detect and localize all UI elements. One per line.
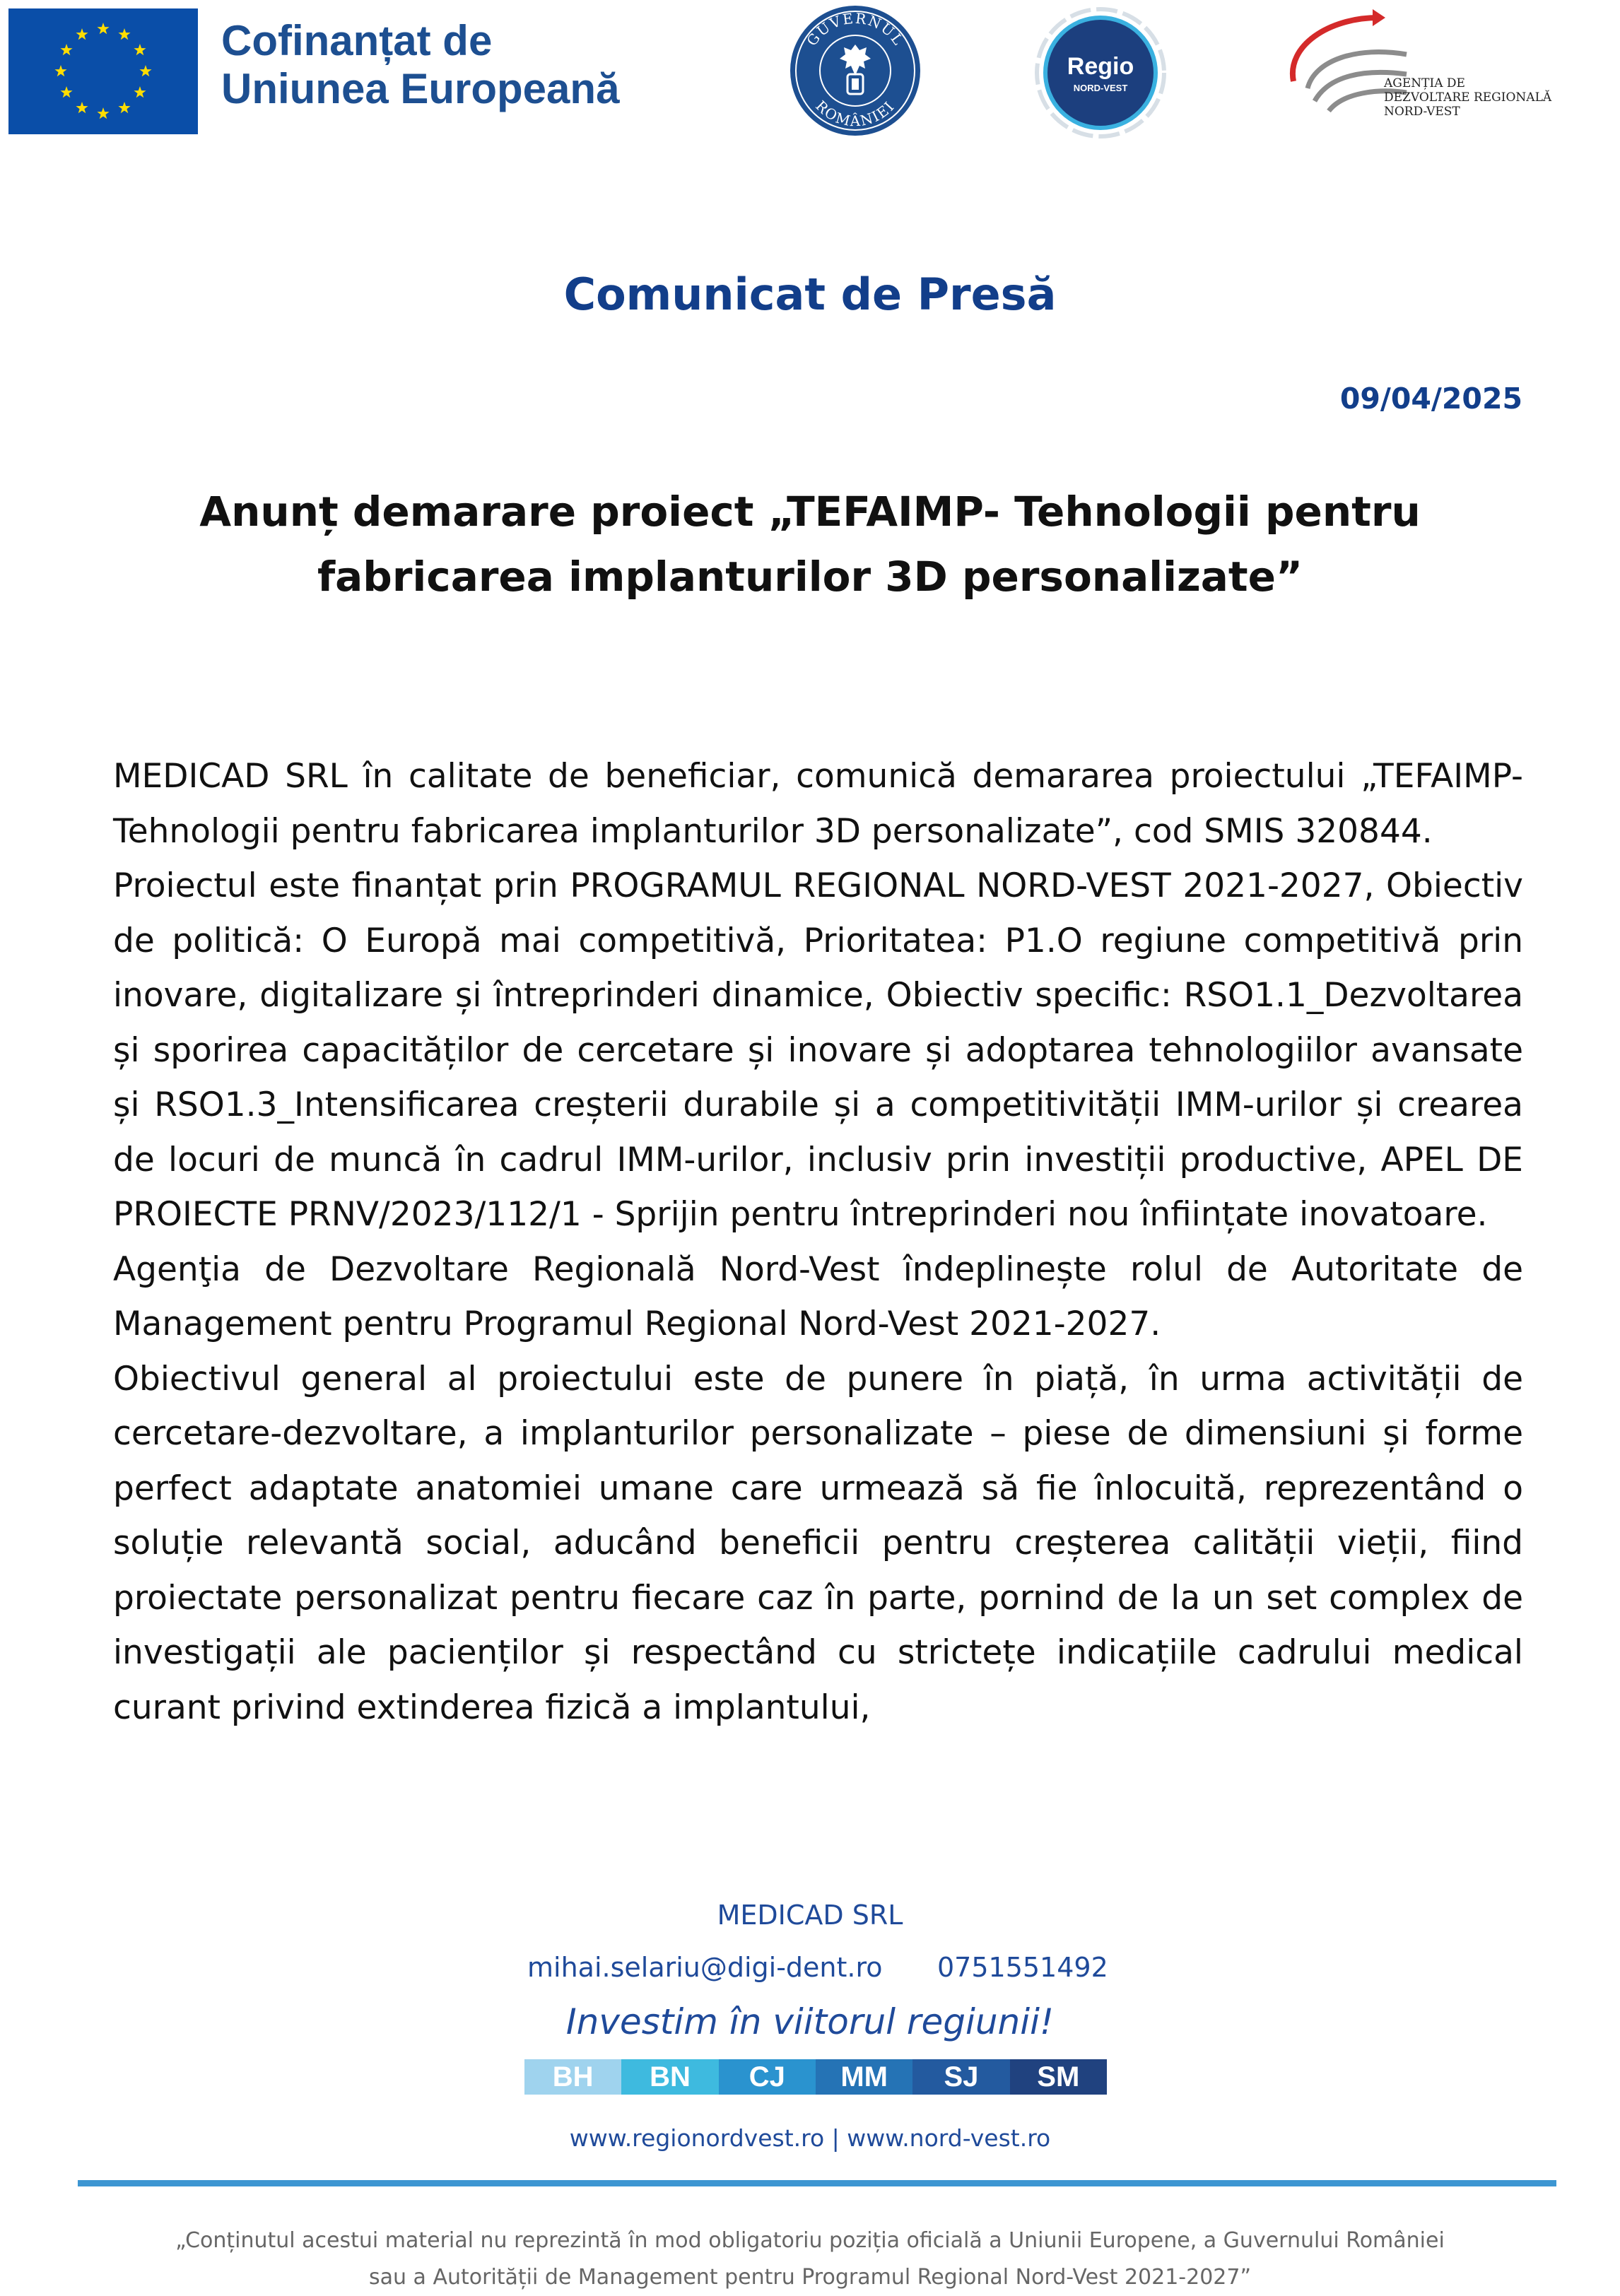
- eu-star-icon: [118, 102, 130, 113]
- eu-star-icon: [139, 65, 151, 76]
- body-paragraph-authority: Agenţia de Dezvoltare Regională Nord-Vest îndeplinește rolul de Autoritate de Management pentru Programul Regional Nord-Vest 2021-2027.: [113, 1249, 1523, 1343]
- regio-nord-vest-logo: [1028, 4, 1173, 145]
- eu-star-icon: [97, 23, 109, 34]
- footer-phone: 0751551492: [937, 1952, 1108, 1983]
- eu-star-icon: [134, 44, 146, 55]
- footer-disclaimer: [106, 2223, 1514, 2296]
- county-bn: BN: [621, 2059, 718, 2095]
- gov-logo-top-text: GUVERNUL: [803, 9, 908, 49]
- body-paragraph-beneficiary: MEDICAD SRL în calitate de beneficiar, comunică demararea proiectului „TEFAIMP- Tehnologii pentru fabricarea implanturilor 3D personalizate”, cod SMIS 320844.: [113, 757, 1523, 851]
- eu-text-line1: Cofinanțat de: [221, 17, 493, 64]
- romanian-government-logo: [788, 4, 922, 138]
- regio-logo-sub-text: NORD-VEST: [1073, 83, 1128, 93]
- eu-star-icon: [97, 107, 109, 119]
- footer-company-name: MEDICAD SRL: [717, 1900, 903, 1931]
- footer-divider: [78, 2180, 1556, 2186]
- county-mm: MM: [816, 2059, 912, 2095]
- body-paragraph-objective: Obiectivul general al proiectului este de punere în piață, în urma activității de cercetare-dezvoltare, a implanturilor personalizate – piese de dimensiuni și forme perfect adaptate anatomiei umane care urmează să fie înlocuită, reprezentând o soluție relevantă social, aducând beneficii pentru creșterea calității vieții, fiind proiectate personalizat pentru fiecare caz în parte, pornind de la un set complex de investigații ale pacienților și respectând cu strictețe indicațiile cadrului medical curant privind extinderea fizică a implantului,: [113, 1359, 1523, 1727]
- eu-star-icon: [76, 28, 88, 40]
- press-release-heading: Comunicat de Presă: [563, 269, 1057, 320]
- county-cj: CJ: [719, 2059, 816, 2095]
- gov-logo-bottom-text: ROMÂNIEI: [812, 97, 898, 130]
- eu-cofinancing-text: [221, 17, 619, 113]
- footer-websites: www.regionordvest.ro | www.nord-vest.ro: [569, 2124, 1051, 2152]
- eu-star-icon: [60, 86, 72, 98]
- footer-email: mihai.selariu@digi-dent.ro: [527, 1952, 883, 1983]
- press-release-date: 09/04/2025: [1339, 382, 1522, 416]
- eu-star-icon: [76, 102, 88, 113]
- body-paragraph-financing: Proiectul este finanțat prin PROGRAMUL REGIONAL NORD-VEST 2021-2027, Obiectiv de politică: O Europă mai competitivă, Prioritatea: P1.O regiune competitivă prin inovare, digitalizare și întreprinderi dinamice, Obiectiv specific: RSO1.1_Dezvoltarea și sporirea capacităților de cercetare și inovare și adoptarea tehnologiilor avansate și RSO1.3_Intensificarea creșterii durabile și a competitivității IMM-urilor și crearea de locuri de muncă în cadrul IMM-urilor, inclusiv prin investiții productive, APEL DE PROIECTE PRNV/2023/112/1 - Sprijin pentru întreprinderi nou înființate inovatoare.: [113, 866, 1523, 1234]
- county-bh: BH: [524, 2059, 621, 2095]
- adr-text-line2: DEZVOLTARE REGIONALĂ: [1384, 90, 1552, 105]
- county-sj: SJ: [912, 2059, 1009, 2095]
- adr-text-line3: NORD-VEST: [1384, 105, 1460, 119]
- eu-text-line2: Uniunea Europeană: [221, 65, 620, 112]
- eu-star-icon: [118, 28, 130, 40]
- eu-star-icon: [60, 44, 72, 55]
- county-sm: SM: [1010, 2059, 1107, 2095]
- eu-stars-icon: [8, 8, 198, 134]
- title-line-1: Anunț demarare proiect „TEFAIMP- Tehnologii pentru: [199, 488, 1421, 536]
- press-release-title: [141, 479, 1479, 609]
- footer-slogan: Investim în viitorul regiunii!: [565, 2001, 1055, 2042]
- disclaimer-line-2: sau a Autorității de Management pentru Programul Regional Nord-Vest 2021-2027”: [368, 2265, 1252, 2290]
- eu-star-icon: [54, 65, 66, 76]
- county-bar: [524, 2059, 1107, 2095]
- adr-nord-vest-logo: [1279, 4, 1555, 124]
- title-line-2: fabricarea implanturilor 3D personalizate”: [317, 553, 1303, 601]
- regio-logo-main-text: Regio: [1067, 53, 1134, 80]
- disclaimer-line-1: „Conținutul acestui material nu reprezintă în mod obligatoriu poziția oficială a Uniunii Europene, a Guvernului României: [175, 2228, 1445, 2253]
- eu-flag-logo: [8, 8, 198, 134]
- eu-star-icon: [134, 86, 146, 98]
- press-release-body: [113, 749, 1523, 1735]
- adr-text-line1: AGENȚIA DE: [1384, 76, 1465, 90]
